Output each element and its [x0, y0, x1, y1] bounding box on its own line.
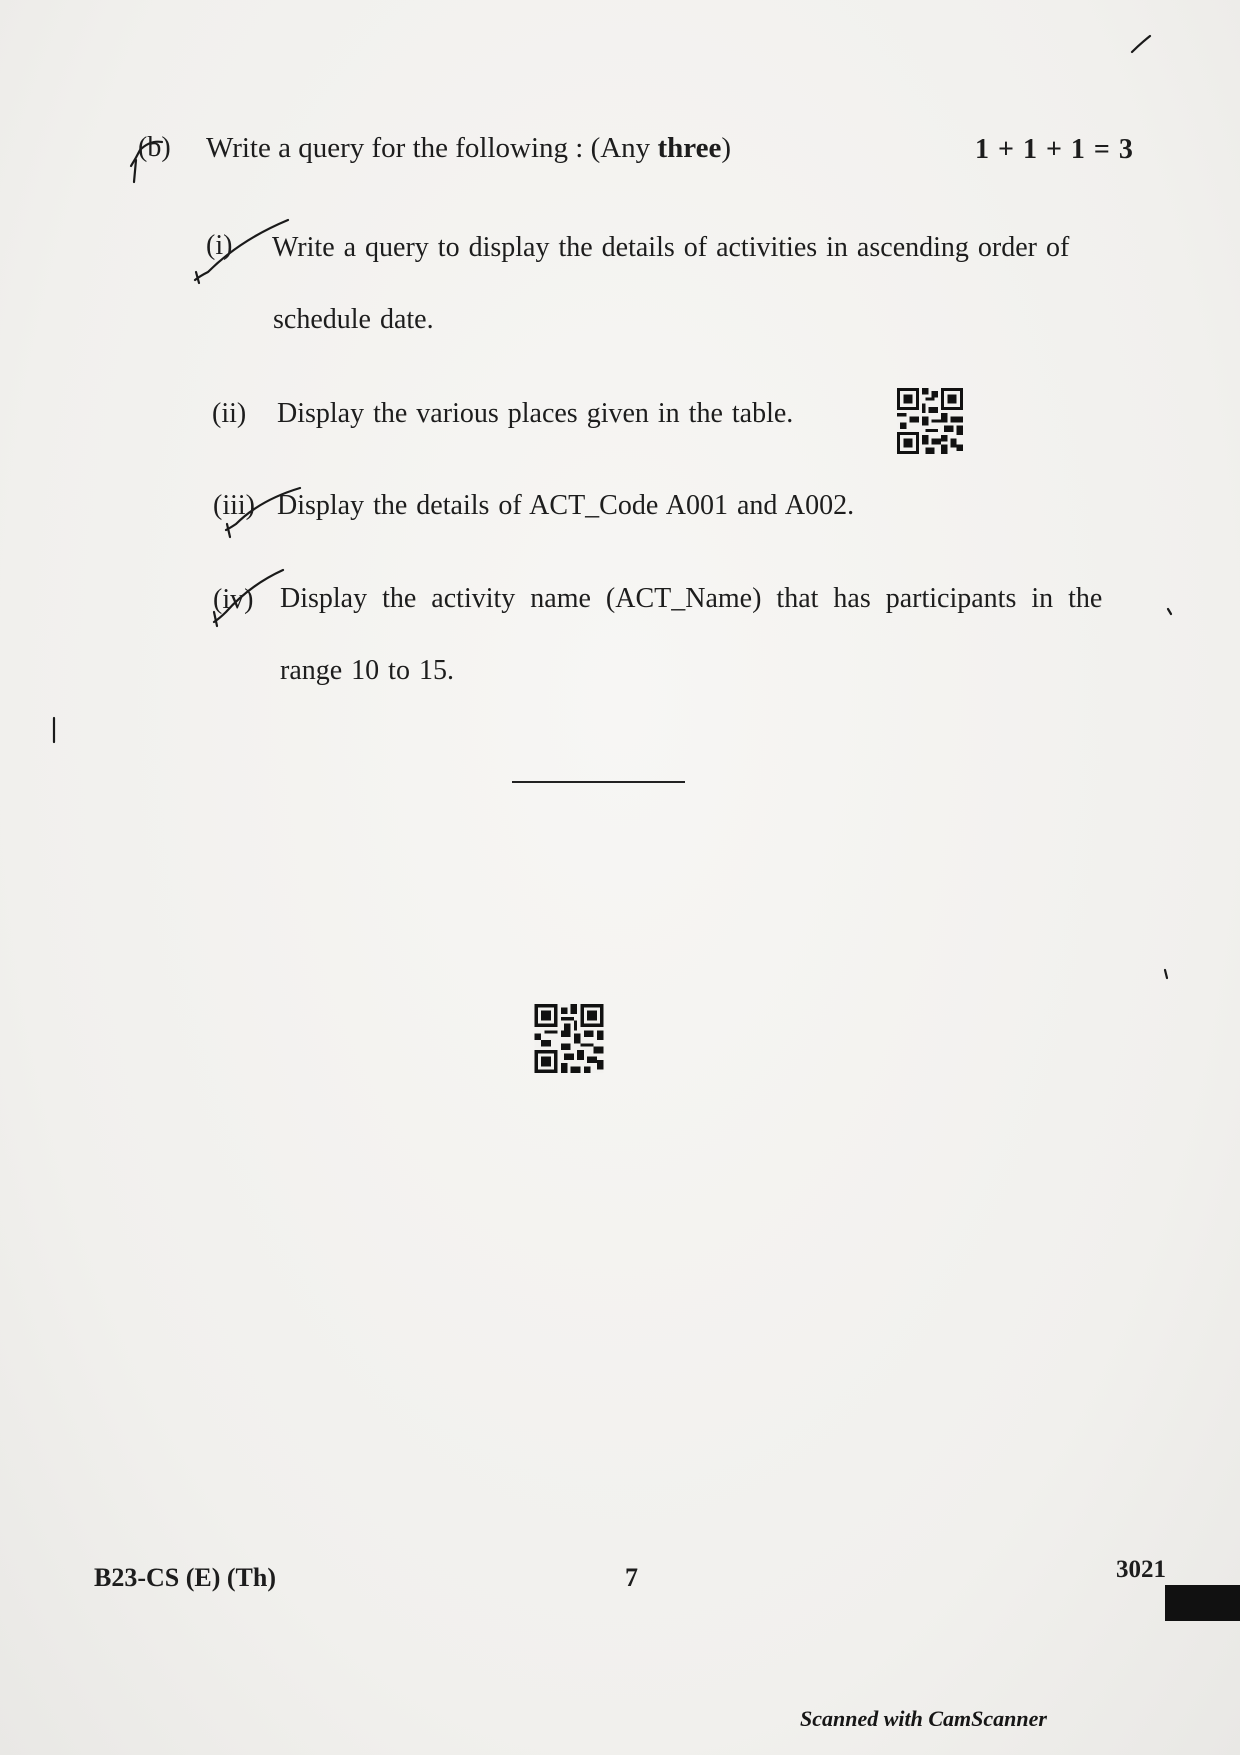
item-number: (ii)	[212, 398, 247, 429]
marks-allocation: 1 + 1 + 1 = 3	[975, 134, 1134, 165]
end-of-section-rule	[512, 781, 685, 783]
qr-code-icon	[896, 388, 964, 454]
item-text-line: range 10 to 15.	[280, 655, 454, 686]
prompt-emphasis: three	[657, 132, 722, 164]
scanner-watermark: Scanned with CamScanner	[800, 1706, 1047, 1731]
question-label: (b)	[138, 132, 171, 163]
paper-number: 3021	[1116, 1556, 1166, 1583]
item-text-line: schedule date.	[273, 304, 434, 335]
scan-marker-block	[1165, 1585, 1240, 1621]
prompt-text: Write a query for the following : (Any	[206, 132, 658, 164]
question-prompt	[206, 132, 731, 165]
paper-code: B23-CS (E) (Th)	[94, 1563, 277, 1592]
item-text-line: Display the details of ACT_Code A001 and A002.	[277, 490, 855, 521]
page-number: 7	[625, 1563, 638, 1592]
item-number: (iv)	[213, 584, 254, 615]
item-number: (i)	[206, 230, 233, 261]
item-text-line: Write a query to display the details of activities in ascending order of	[272, 232, 1070, 263]
qr-code-icon	[534, 1004, 604, 1073]
prompt-end: )	[721, 132, 731, 164]
item-number: (iii)	[213, 490, 255, 521]
item-text-line: Display the activity name (ACT_Name) that has participants in the	[280, 583, 1103, 614]
item-text-line: Display the various places given in the table.	[277, 398, 794, 429]
